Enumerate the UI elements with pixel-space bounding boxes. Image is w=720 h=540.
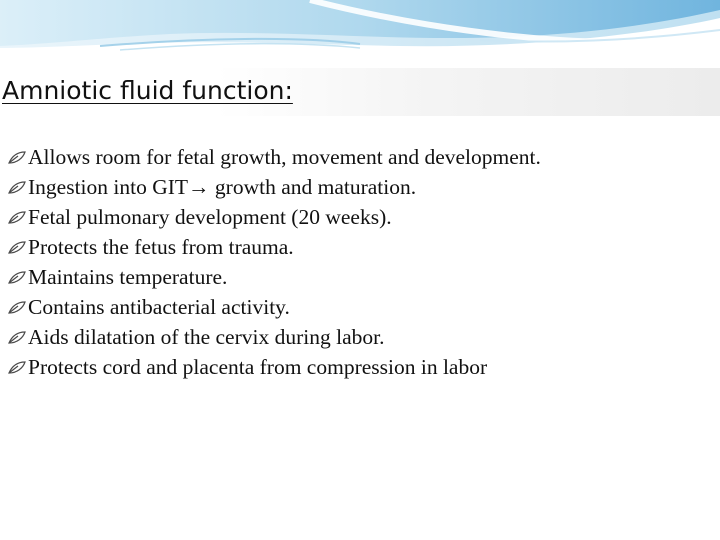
- feather-leaf-icon: [6, 327, 28, 347]
- bullet-item: [6, 202, 541, 232]
- bullet-item: [6, 142, 541, 172]
- bullet-text: Maintains temperature.: [28, 265, 228, 289]
- bullet-item: [6, 292, 541, 322]
- bullet-text: Aids dilatation of the cervix during labor.: [28, 325, 385, 349]
- bullet-item: [6, 232, 541, 262]
- feather-leaf-icon: [6, 177, 28, 197]
- bullet-item: [6, 172, 541, 202]
- feather-leaf-icon: [6, 207, 28, 227]
- bullet-text: Contains antibacterial activity.: [28, 295, 290, 319]
- bullet-text: Protects the fetus from trauma.: [28, 235, 294, 259]
- feather-leaf-icon: [6, 147, 28, 167]
- bullet-text: Allows room for fetal growth, movement and development.: [28, 145, 541, 169]
- bullet-item: [6, 352, 541, 382]
- bullet-item: [6, 262, 541, 292]
- bullet-text: Protects cord and placenta from compression in labor: [28, 355, 488, 379]
- feather-leaf-icon: [6, 267, 28, 287]
- bullet-list: [6, 142, 541, 382]
- bullet-text: Fetal pulmonary development (20 weeks).: [28, 205, 392, 229]
- bullet-text: Ingestion into GIT→ growth and maturation.: [28, 175, 417, 199]
- feather-leaf-icon: [6, 237, 28, 257]
- feather-leaf-icon: [6, 357, 28, 377]
- header-wave-decoration: [0, 0, 720, 60]
- bullet-item: [6, 322, 541, 352]
- slide-title: Amniotic fluid function:: [2, 76, 293, 105]
- feather-leaf-icon: [6, 297, 28, 317]
